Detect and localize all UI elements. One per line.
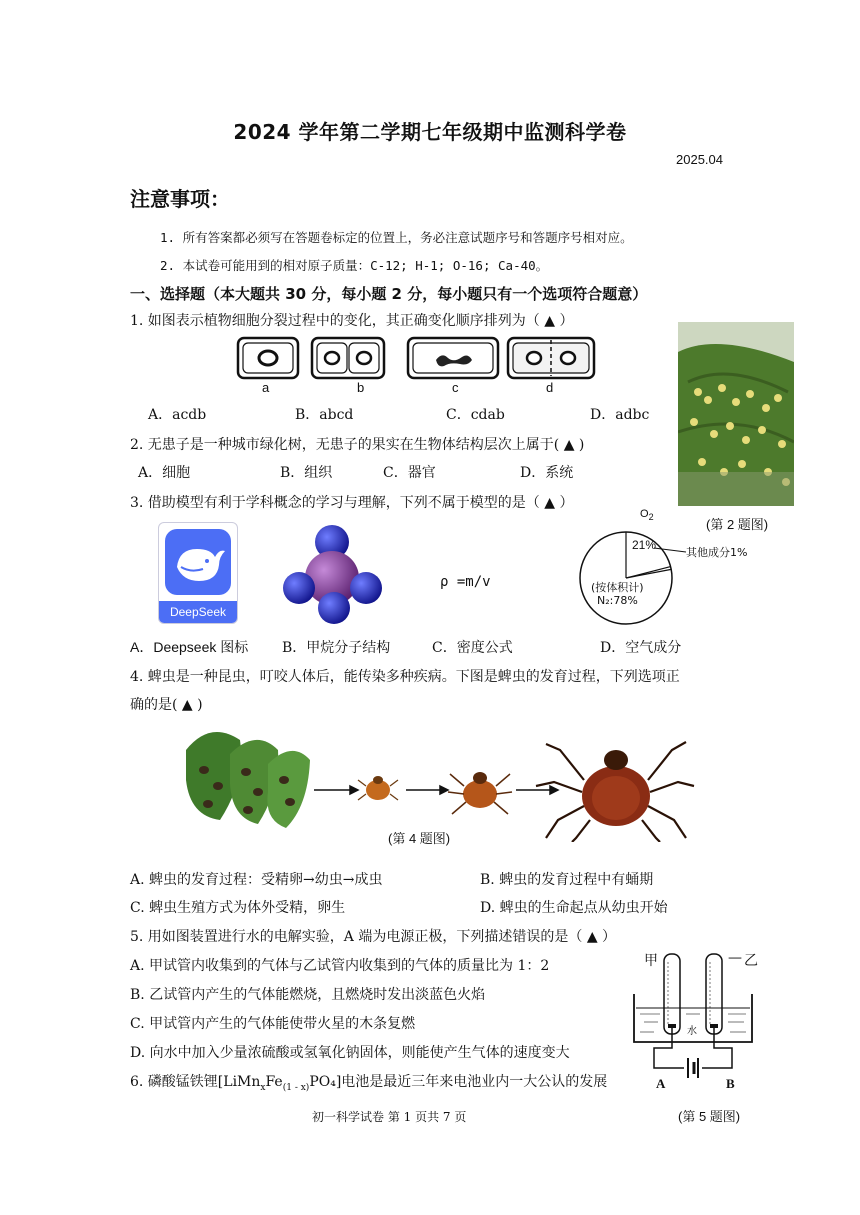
cell-label-a: a — [262, 380, 270, 395]
pie-label-o2-percent: 21% — [632, 538, 657, 552]
q5-option-a: A. 甲试管内收集到的气体与乙试管内收集到的气体的质量比为 1：2 — [130, 958, 550, 974]
q4-stem-line2: 确的是( ▲ ) — [130, 697, 203, 713]
cell-c — [408, 338, 498, 378]
arrow-1 — [314, 786, 358, 794]
notice-item-2: 2. 本试卷可能用到的相对原子质量：C-12; H-1; O-16; Ca-40。 — [160, 258, 549, 273]
q4-caption: (第 4 题图) — [388, 831, 451, 846]
test-tube-jia — [664, 954, 680, 1034]
leaves-with-eggs — [186, 732, 310, 828]
arrow-3 — [516, 786, 558, 794]
cell-d — [508, 338, 594, 378]
air-composition-pie-chart — [578, 508, 778, 626]
hydrogen-atom-front — [318, 592, 350, 624]
nymph-tick — [448, 772, 512, 814]
arrow-2 — [406, 786, 448, 794]
cell-label-b: b — [357, 380, 365, 395]
pie-label-other: 其他成分1% — [686, 546, 748, 559]
q3-option-c: C．密度公式 — [432, 640, 513, 656]
q3-option-d: D．空气成分 — [600, 640, 682, 656]
q6-stem: 6. 磷酸锰铁锂$[LiMn_xFe_{(1 - x)}PO_4]$电池是最近三年来电池业内一大公认的发展 — [130, 1074, 608, 1093]
q5-option-b: B. 乙试管内产生的气体能燃烧，且燃烧时发出淡蓝色火焰 — [130, 987, 486, 1003]
electrode-left — [668, 1024, 676, 1028]
test-tube-yi — [706, 954, 722, 1034]
q3-stem: 3. 借助模型有利于学科概念的学习与理解，下列不属于模型的是（ ▲ ） — [130, 495, 574, 511]
exam-date: 2025.04 — [676, 152, 723, 167]
q5-caption: (第 5 题图) — [678, 1109, 741, 1124]
q2-caption: (第 2 题图) — [706, 517, 769, 532]
cell-b — [312, 338, 384, 378]
battery-icon — [688, 1058, 698, 1078]
soapberry-tree-photo — [678, 322, 794, 506]
q2-stem: 2. 无患子是一种城市绿化树，无患子的果实在生物体结构层次上属于( ▲ ) — [130, 437, 585, 453]
exam-title: 2024 学年第二学期七年级期中监测科学卷 — [233, 120, 627, 144]
q1-option-c: C．cdab — [446, 407, 505, 423]
pie-label-n2: N₂:78% — [597, 594, 638, 607]
tick-life-cycle-figure — [180, 720, 700, 842]
q5-option-c: C. 甲试管内产生的气体能使带火星的木条复燃 — [130, 1016, 416, 1032]
hydrogen-atom-right — [350, 572, 382, 604]
larva-tick — [358, 776, 398, 800]
q2-option-c: C．器官 — [383, 465, 436, 481]
q2-option-a: A．细胞 — [138, 465, 191, 481]
label-dash: — — [728, 950, 742, 966]
cell-label-c: c — [452, 380, 459, 395]
section-one-title: 一、选择题（本大题共 30 分，每小题 2 分，每小题只有一个选项符合题意） — [130, 285, 648, 303]
cell-label-d: d — [546, 380, 554, 395]
deepseek-app-icon — [158, 522, 238, 624]
q4-option-c: C. 蜱虫生殖方式为体外受精，卵生 — [130, 900, 346, 916]
electrode-right — [710, 1024, 718, 1028]
q5-stem: 5. 用如图装置进行水的电解实验，A 端为电源正极，下列描述错误的是（ ▲ ） — [130, 929, 617, 945]
q5-option-d: D. 向水中加入少量浓硫酸或氢氧化钠固体，则能使产生气体的速度变大 — [130, 1045, 570, 1061]
adult-tick — [536, 742, 694, 842]
q4-option-a: A. 蜱虫的发育过程：受精卵→幼虫→成虫 — [130, 872, 383, 888]
whale-icon — [159, 527, 237, 603]
page-footer: 初一科学试卷 第 1 页共 7 页 — [312, 1110, 467, 1124]
q1-option-b: B．abcd — [295, 407, 354, 423]
cell-a — [238, 338, 298, 378]
label-jia: 甲 — [644, 953, 658, 969]
density-formula: ρ =m/v — [440, 574, 491, 590]
label-a: A — [656, 1076, 666, 1091]
q4-stem-line1: 4. 蜱虫是一种昆虫，叮咬人体后，能传染多种疾病。下图是蜱虫的发育过程，下列选项正 — [130, 669, 680, 685]
pie-label-basis: (按体积计) — [591, 581, 644, 594]
q4-option-b: B. 蜱虫的发育过程中有蛹期 — [480, 872, 654, 888]
label-b: B — [726, 1076, 735, 1091]
q1-option-d: D．adbc — [590, 407, 650, 423]
q3-option-b: B．甲烷分子结构 — [282, 640, 391, 656]
label-yi: 乙 — [744, 953, 758, 969]
q1-stem: 1. 如图表示植物细胞分裂过程中的变化，其正确变化顺序排列为（ ▲ ） — [130, 313, 574, 329]
q4-option-d: D. 蜱虫的生命起点从幼虫开始 — [480, 900, 668, 916]
notice-heading: 注意事项： — [130, 187, 230, 211]
notice-item-1: 1. 所有答案都必须写在答题卷标定的位置上，务必注意试题序号和答题序号相对应。 — [160, 230, 633, 245]
methane-molecule-model — [282, 520, 382, 626]
q2-option-b: B．组织 — [280, 465, 333, 481]
label-water: 水 — [687, 1026, 697, 1037]
q2-option-d: D．系统 — [520, 465, 574, 481]
hydrogen-atom-left — [283, 572, 315, 604]
q1-option-a: A．acdb — [148, 407, 207, 423]
q3-option-a: A．Deepseek 图标 — [130, 639, 249, 655]
deepseek-label: DeepSeek — [159, 601, 237, 623]
pie-label-o2: $O_2$ — [640, 508, 654, 523]
